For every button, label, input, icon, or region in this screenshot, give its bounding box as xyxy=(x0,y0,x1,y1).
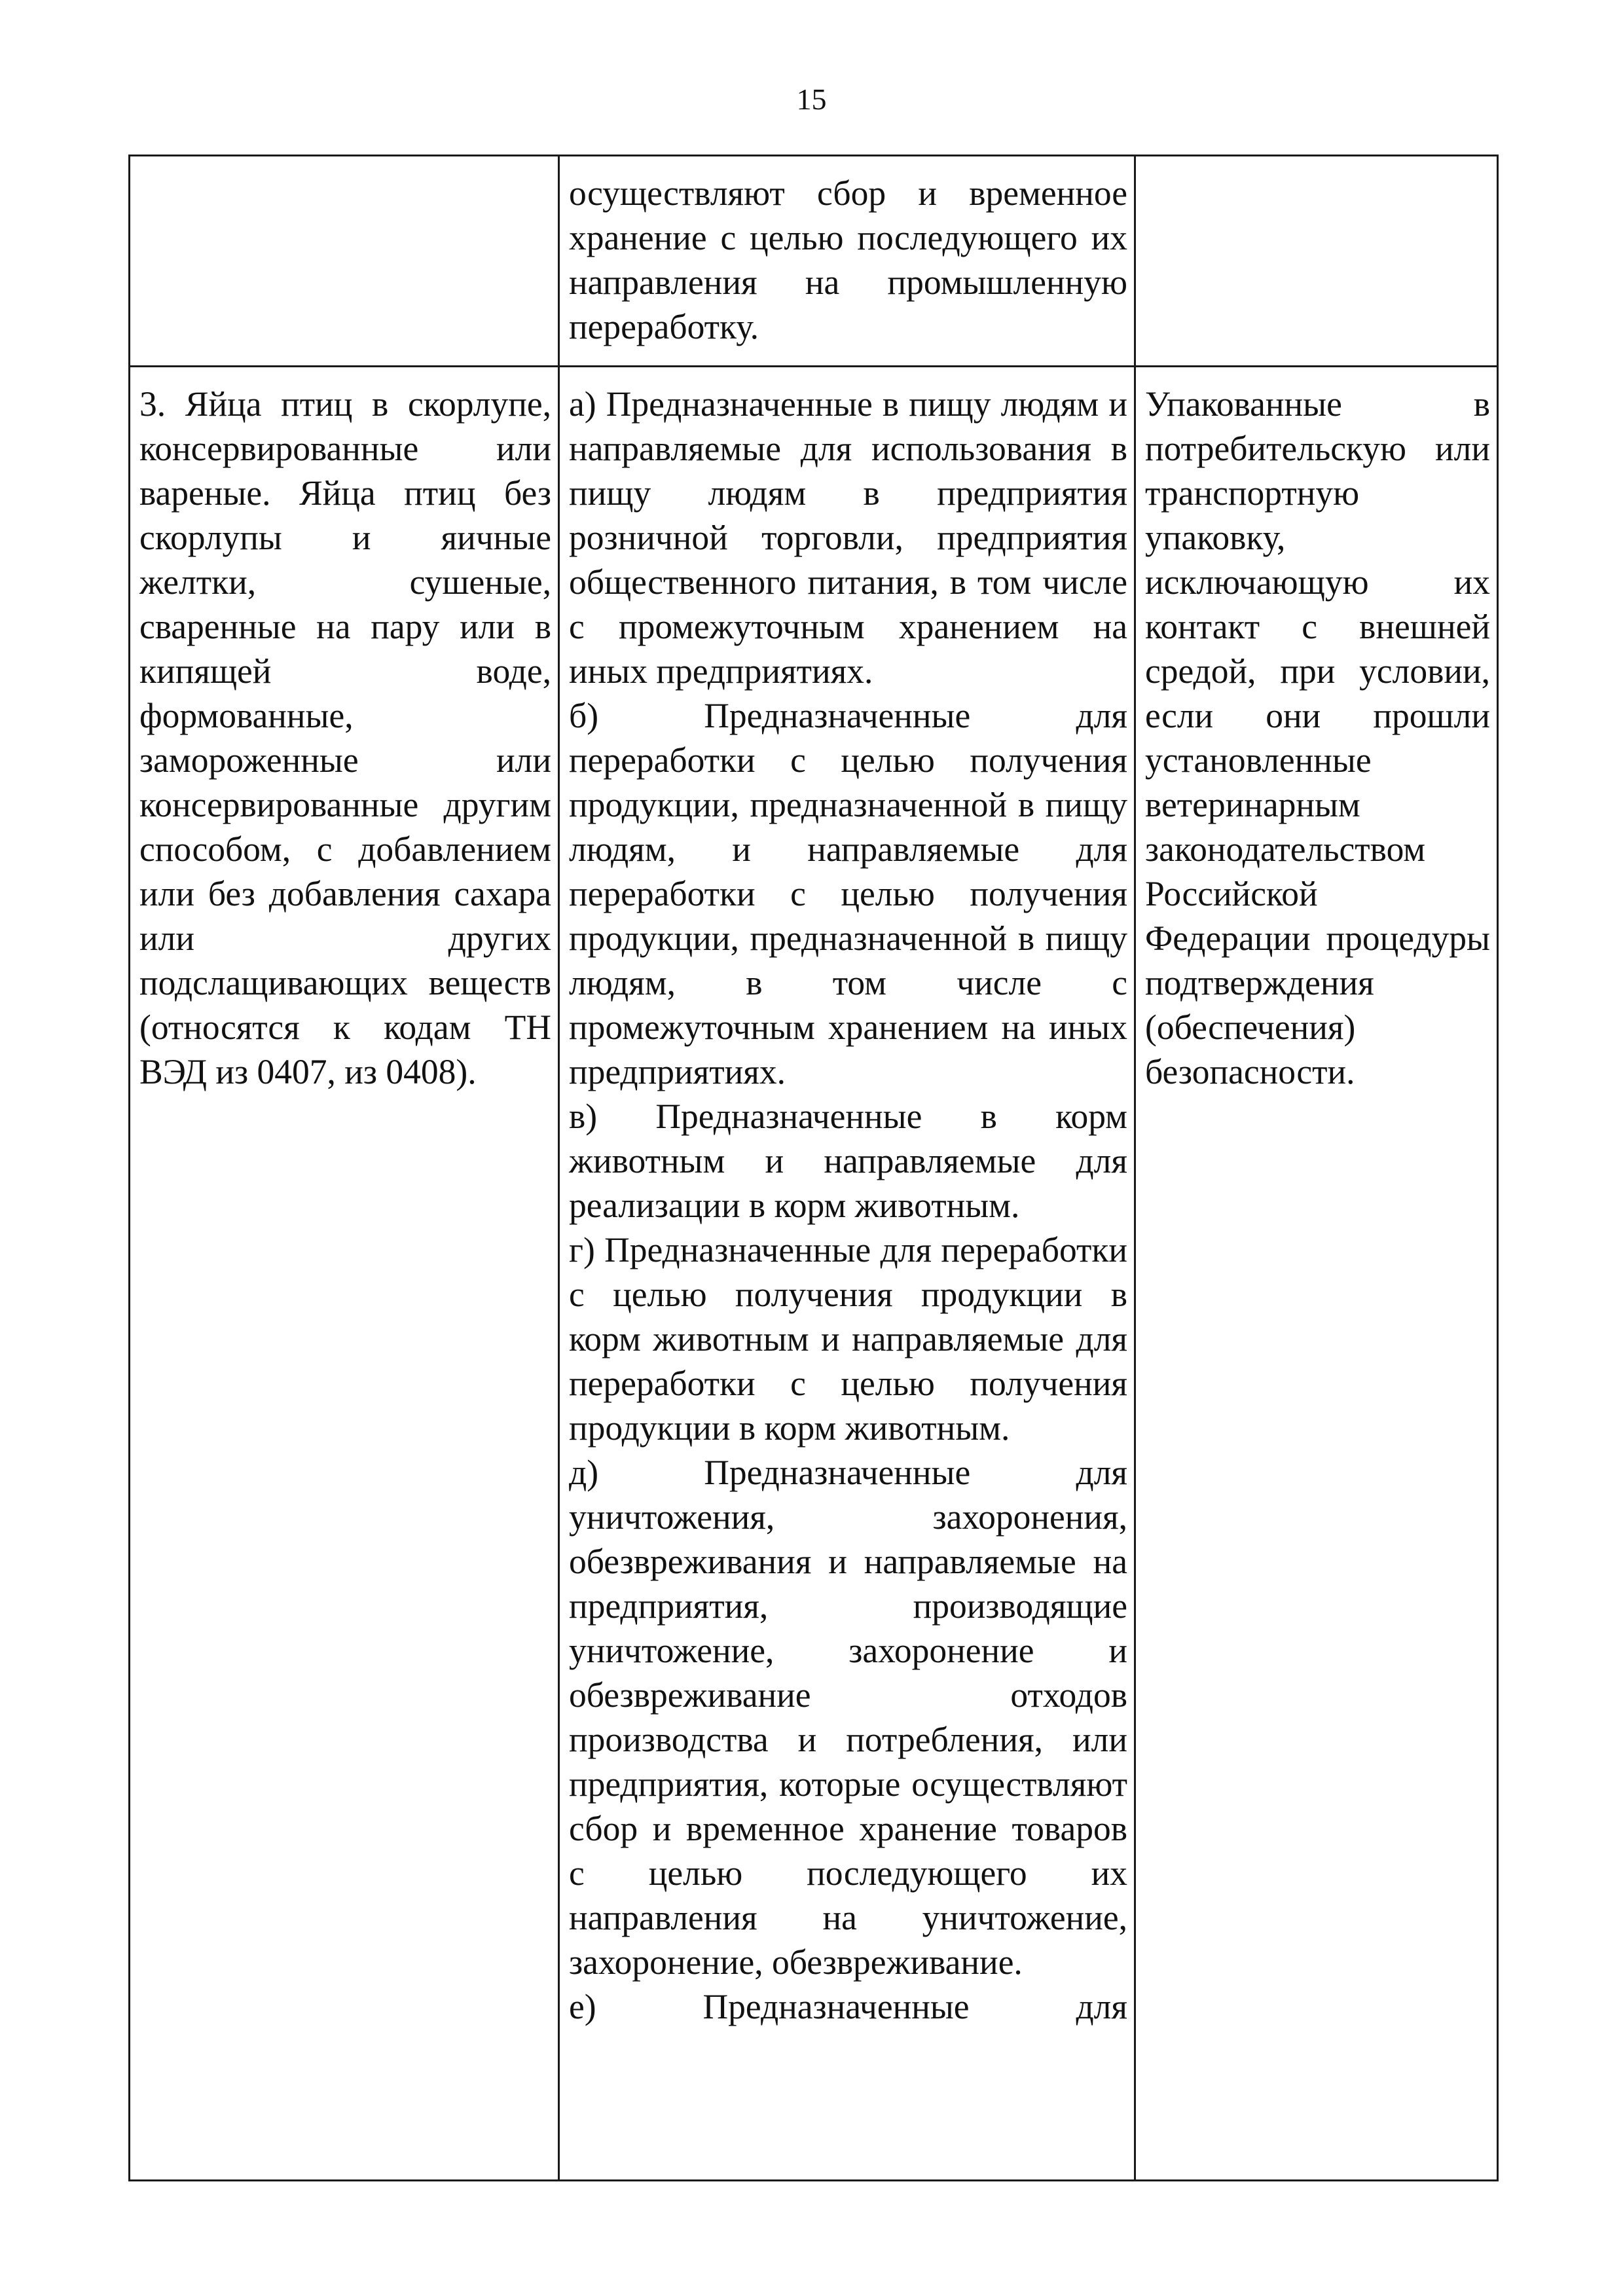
purpose-item-f: е) Предназначенные для xyxy=(569,1987,1127,2026)
table-cell-conditions xyxy=(1135,367,1498,2181)
purpose-item-b: б) Предназначенные для переработки с целью получения продукции, предназначенной в пищу людям, и направляемые для переработки с целью получения продукции, предназначенной в пищу людям, в том числе с промежуточным хранением на иных предприятиях. xyxy=(569,696,1127,1091)
table-row xyxy=(130,367,1498,2181)
cell-text: осуществляют сбор и временное хранение с целью последующего их направления на промышленную переработку. xyxy=(569,173,1127,346)
page-number: 15 xyxy=(796,82,827,116)
purpose-item-a: а) Предназначенные в пищу людям и направляемые для использования в пищу людям в предприятия розничной торговли, предприятия общественного питания, в том числе с промежуточным хранением на иных предприятиях. xyxy=(569,384,1127,691)
regulation-table xyxy=(128,155,1499,2181)
purpose-item-c: в) Предназначенные в корм животным и направляемые для реализации в корм животным. xyxy=(569,1097,1127,1225)
table-cell-purpose xyxy=(559,367,1135,2181)
purpose-item-e: д) Предназначенные для уничтожения, захоронения, обезвреживания и направляемые на предприятия, производящие уничтожение, захоронение и обезвреживание отходов производства и потребления, или предприятия, которые осуществляют сбор и временное хранение товаров с целью последующего их направления на уничтожение, захоронение, обезвреживание. xyxy=(569,1453,1127,1982)
table-row xyxy=(130,156,1498,367)
table-cell-conditions xyxy=(1135,156,1498,367)
table-cell-product xyxy=(130,367,559,2181)
table-cell-purpose xyxy=(559,156,1135,367)
product-description: 3. Яйца птиц в скорлупе, консервированные или вареные. Яйца птиц без скорлупы и яичные желтки, сушеные, сваренные на пару или в кипящей воде, формованные, замороженные или консервированные другим способом, с добавлением или без добавления сахара или других подслащивающих веществ (относятся к кодам ТН ВЭД из 0407, из 0408). xyxy=(139,384,551,1091)
purpose-item-d: г) Предназначенные для переработки с целью получения продукции в корм животным и направляемые для переработки с целью получения продукции в корм животным. xyxy=(569,1230,1127,1448)
table-cell-product xyxy=(130,156,559,367)
conditions-text: Упакованные в потребительскую или транспортную упаковку, исключающую их контакт с внешней средой, при условии, если они прошли установленные ветеринарным законодательством Российской Федерации процедуры подтверждения (обеспечения) безопасности. xyxy=(1145,384,1490,1091)
